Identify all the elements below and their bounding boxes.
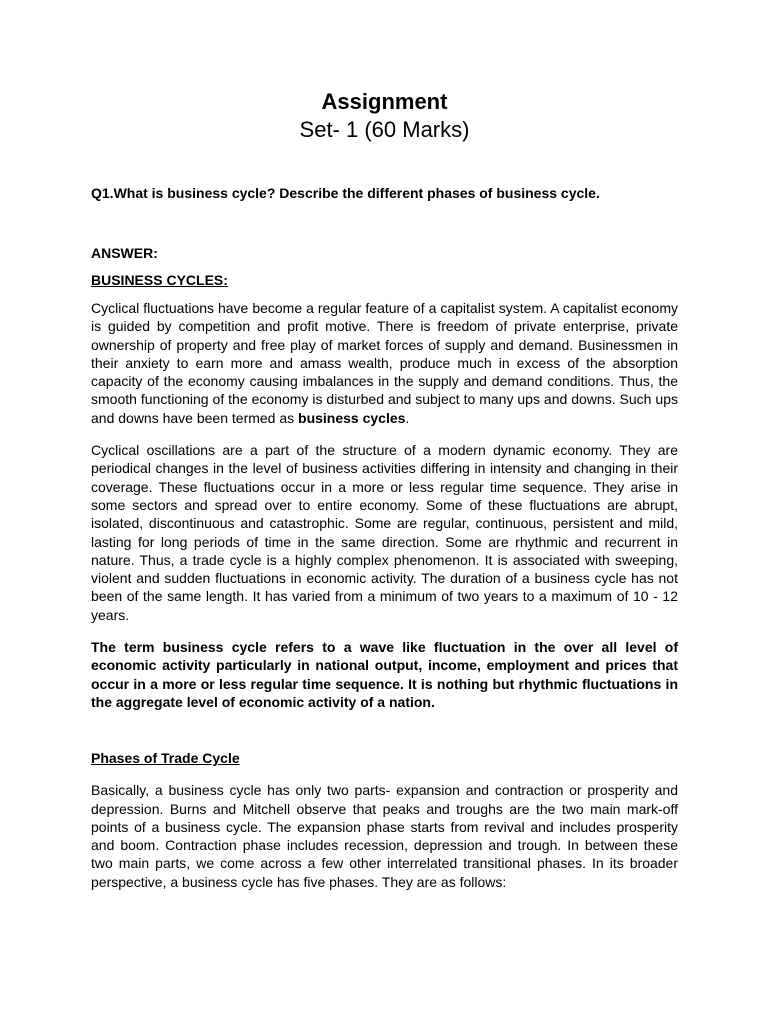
answer-label: ANSWER:	[91, 245, 158, 261]
phases-heading: Phases of Trade Cycle	[91, 750, 240, 767]
phases-paragraph: Basically, a business cycle has only two parts- expansion and contraction or prosperity and depression. Burns and Mitchell observe that peaks and troughs are the two main mark-off points of a business cycle. The expansion phase starts from revival and includes prosperity and boom. Contraction phase includes recession, depression and trough. In between these two main parts, we come across a few other interrelated transitional phases. In its broader perspective, a business cycle has five phases. They are as follows:	[91, 782, 678, 890]
business-cycles-paragraph-2: Cyclical oscillations are a part of the structure of a modern dynamic economy. They are periodical changes in the level of business activities differing in intensity and changing in their coverage. These fluctuations occur in a more or less regular time sequence. They arise in some sectors and spread over to entire economy. Some of these fluctuations are abrupt, isolated, discontinuous and catastrophic. Some are regular, continuous, persistent and mild, lasting for long periods of time in the same direction. Some are rhythmic and recurrent in nature. Thus, a trade cycle is a highly complex phenomenon. It is associated with sweeping, violent and sudden fluctuations in economic activity. The duration of a business cycle has not been of the same length. It has varied from a minimum of two years to a maximum of 10 - 12 years.	[91, 442, 678, 623]
section-spacer	[91, 725, 678, 749]
question-text: Q1.What is business cycle? Describe the different phases of business cycle.	[91, 185, 600, 201]
paragraph-1-text: Cyclical fluctuations have become a regular feature of a capitalist system. A capitalist economy is guided by competition and profit motive. There is freedom of private enterprise, private ownership of property and free play of market forces of supply and demand. Businessmen in their anxiety to earn more and amass wealth, produce much in excess of the absorption capacity of the economy causing imbalances in the supply and demand conditions. Thus, the smooth functioning of the economy is disturbed and subject to many ups and downs. Such ups and downs have been termed as	[91, 300, 678, 426]
business-cycle-definition: The term business cycle refers to a wave like fluctuation in the over all level of economic activity particularly in national output, income, employment and prices that occur in a more or less regular time sequence. It is nothing but rhythmic fluctuations in the aggregate level of economic activity of a nation.	[91, 639, 678, 710]
business-cycles-heading: BUSINESS CYCLES:	[91, 272, 228, 288]
business-cycles-paragraph-1	[91, 299, 678, 427]
page-title: Assignment	[321, 89, 448, 114]
page-subtitle: Set- 1 (60 Marks)	[299, 117, 470, 142]
business-cycles-term: business cycles	[298, 409, 406, 426]
paragraph-1-end: .	[405, 409, 410, 426]
document-page	[91, 88, 678, 905]
